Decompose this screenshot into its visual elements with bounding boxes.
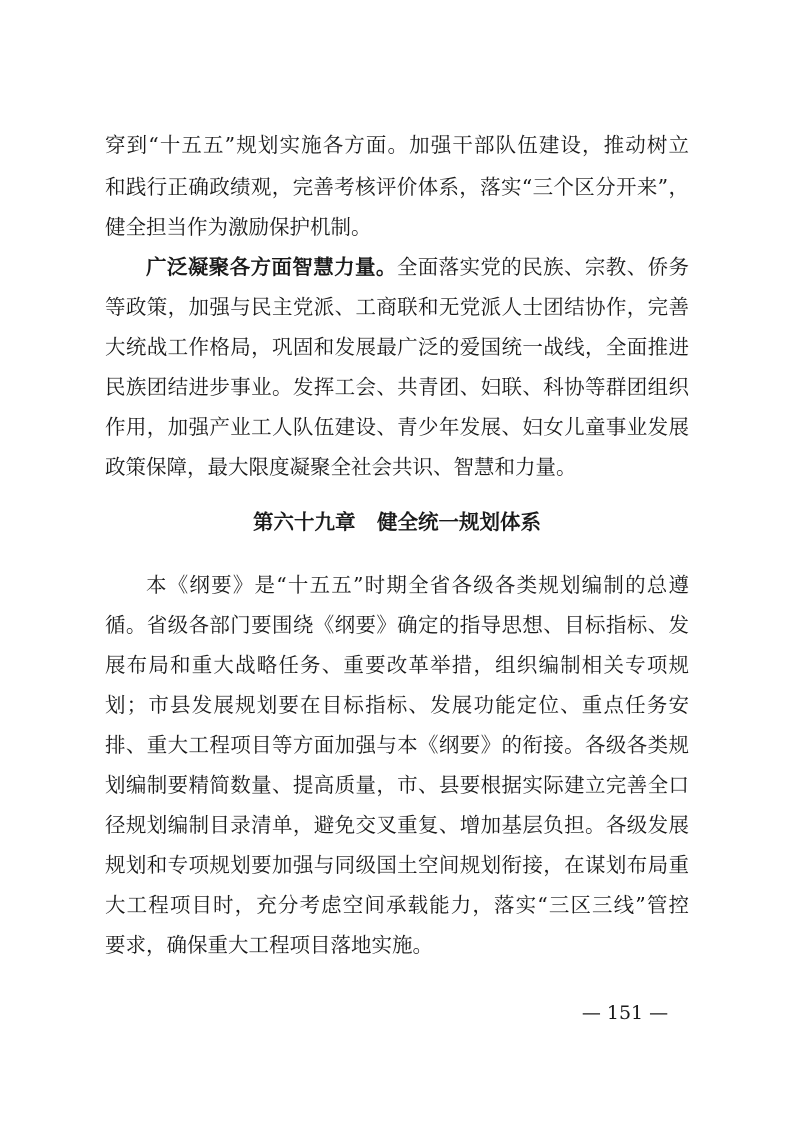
chapter-heading: [0, 503, 794, 541]
chapter-title: 健全统一规划体系: [376, 510, 541, 534]
text-line: 大工程项目时，充分考虑空间承载能力，落实“三区三线”管控: [105, 893, 689, 917]
text-line: 和践行正确政绩观，完善考核评价体系，落实“三个区分开来”，: [105, 175, 689, 199]
page-number-value: 151: [606, 1002, 644, 1024]
page-number: [580, 998, 670, 1028]
text-line: 等政策，加强与民主党派、工商联和无党派人士团结协作，完善: [105, 295, 689, 319]
text-line: 排、重大工程项目等方面加强与本《纲要》的衔接。各级各类规: [105, 733, 689, 757]
text-line: 民族团结进步事业。发挥工会、共青团、妇联、科协等群团组织: [105, 375, 689, 399]
text-line: 作用，加强产业工人队伍建设、青少年发展、妇女儿童事业发展: [105, 415, 689, 439]
text-line: 健全担当作为激励保护机制。: [105, 215, 372, 239]
text-line: 划编制要精简数量、提高质量，市、县要根据实际建立完善全口: [105, 773, 689, 797]
text-line: 展布局和重大战略任务、重要改革举措，组织编制相关专项规: [105, 653, 689, 677]
text-line: [146, 248, 689, 286]
text-line: 本《纲要》是“十五五”时期全省各级各类规划编制的总遵: [146, 573, 689, 597]
text-line: 政策保障，最大限度凝聚全社会共识、智慧和力量。: [105, 455, 577, 479]
text-line: 大统战工作格局，巩固和发展最广泛的爱国统一战线，全面推进: [105, 335, 689, 359]
text-line: 要求，确保重大工程项目落地实施。: [105, 933, 433, 957]
paragraph-lead: 广泛凝聚各方面智慧力量。: [146, 255, 397, 279]
paragraph-text: 全面落实党的民族、宗教、侨务: [396, 255, 690, 279]
page-dash-left: —: [581, 1002, 601, 1024]
text-line: 循。省级各部门要围绕《纲要》确定的指导思想、目标指标、发: [105, 613, 689, 637]
page-dash-right: —: [649, 1002, 669, 1024]
text-line: 划；市县发展规划要在目标指标、发展功能定位、重点任务安: [105, 693, 689, 717]
text-line: 径规划编制目录清单，避免交叉重复、增加基层负担。各级发展: [105, 813, 689, 837]
chapter-number: 第六十九章: [253, 510, 356, 534]
text-line: 规划和专项规划要加强与同级国土空间规划衔接，在谋划布局重: [105, 853, 689, 877]
text-line: 穿到“十五五”规划实施各方面。加强干部队伍建设，推动树立: [105, 133, 689, 157]
